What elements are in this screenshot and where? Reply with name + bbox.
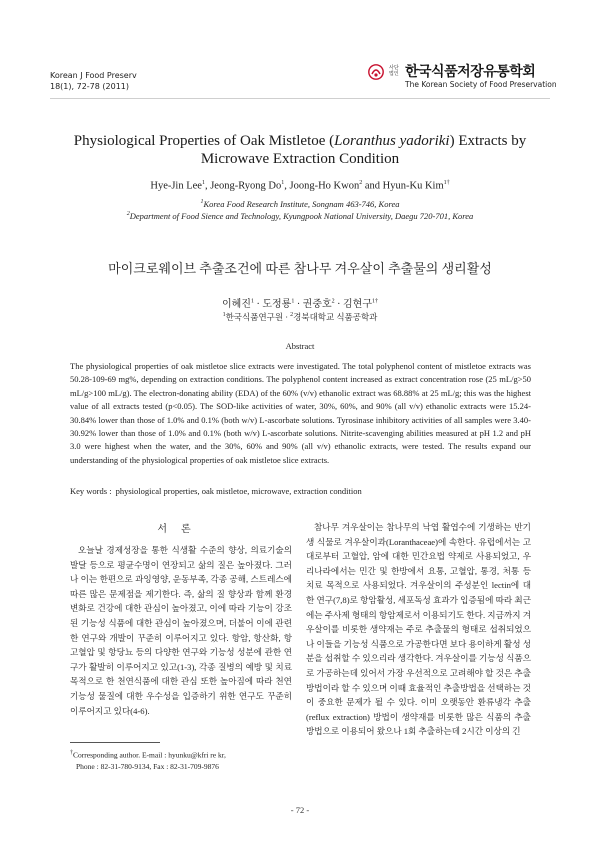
author-name-korean: 이혜진 [222,299,251,310]
abstract-body: The physiological properties of oak mistletoe slice extracts were investigated. The total polyphenol content of mistletoe extracts was 50.28-109-69 mg%, depending on extraction conditions. The polyphenol content increased as extract concentration rose (25 mL/g>50 mL/g>100 mL/g). The electron-donating ability (EDA) of the 60% (v/v) ethanolic extract was 68.88% at 25 mL/g; this was the highest value of all extracts tested (p<0.05). The SOD-like activities of water, 30%, 60%, and 90% (all v/v) ethanolic extracts were 15.24-30.84% lower than those of 1.0% and 0.1% (both w/v) L-ascorbate solutions. Tyrosinase inhibitory activities of all samples were 3.40-30.92% lower than those of 1.0% and 0.1% (both w/v) L-ascorbate solutions. Nitrite-scavenging abilities measured at pH 1.2 and pH 3.0 were highest when the water, and the 30%, 60% and 90% (all v/v) ethanolic extracts, were tested. The results expand our understanding of the physiological properties of oak mistletoe slice extracts. [70,361,531,465]
title-part-2: ) Extracts by [449,133,527,149]
author-name: Joong-Ho Kwon [289,180,360,192]
society-name-korean: 한국식품저장유통학회 [405,64,536,80]
affiliation-korean-2: 경북대학교 식품공학과 [293,312,378,322]
corresponding-author-footnote [70,748,310,773]
intro-paragraph-right: 참나무 겨우살이는 참나무의 낙엽 활엽수에 기생하는 반기생 식물로 겨우살이과(Loranthaceae)에 속한다. 유럽에서는 고대로부터 고혈압, 암에 대한 민간요법 약제로 사용되었고, 우리나라에서는 민간 및 한방에서 요통, 고혈압, 통경, 처통 등 치료 목적으로 사용되었다. 겨우살이의 주성분인 lectin에 대한 연구(7,8)로 항암활성, 세포독성 효과가 입증됨에 따라 최근에는 주사제 형태의 항암제로서 이용되기도 한다. 지금까지 겨우살이를 비롯한 생약재는 주로 추출물의 형태로 섭취되었으나 이들을 기능성 식품으로 가공한다면 보다 용이하게 활성 성분을 섭취할 수 있으리라 생각한다. 겨우살이를 기능성 식품으로 가공하는데 있어서 가장 우선적으로 고려해야 할 것은 추출방법이라 할 수 있으며 이때 효율적인 추출방법을 선택하는 것이 중요한 문제가 될 수 있다. 이미 오랫동안 환류냉각 추출(reflux extraction) 방법이 생약재를 비롯한 많은 식품의 추출방법으로 이용되어 왔으나 1회 추출하는데 2시간 이상의 긴 [306,522,531,737]
society-name-english: The Korean Society of Food Preservation [405,80,557,89]
title-species-name: Loranthus yadoriki [334,133,450,149]
affiliation-mark: 1 [200,199,204,206]
society-logo-icon [368,64,384,80]
affiliation-mark: 2 [290,312,294,319]
paper-title-korean: 마이크로웨이브 추출조건에 따른 참나무 겨우살이 추출물의 생리활성 [108,261,492,276]
right-column [306,520,531,739]
author-name: Hye-Jin Lee [150,180,202,192]
footnote-divider [70,742,160,743]
affiliation-1 [40,199,560,209]
author-affiliation-mark: 2 [331,298,335,305]
author-name: Jeong-Ryong Do [210,180,282,192]
affiliation-text: Korea Food Research Institute, Songnam 463-746, Korea [203,199,400,209]
society-small-label: 사단법인 [389,65,399,77]
author-list: Hye-Jin Lee$^1$, Jeong-Ryong Do$^1$, Joong-Ho Kwon$^2$ and Hyun-Ku Kim$^{1\dagger}$ [150,180,450,192]
affiliation-mark: 1 [222,312,226,319]
footnote-email-line: Corresponding author. E-mail : hyunku@kfri re kr, [73,750,226,760]
author-name-korean: 도정룡 [262,299,292,310]
intro-paragraph-left: 오늘날 경제성장을 통한 식생활 수준의 향상, 의료기술의 발달 등으로 평균수명이 연장되고 삶의 질은 높아졌다. 그러나 이는 한편으로 과잉영양, 운동부족, 각종 공해, 스트레스에 따른 많은 문제점을 제기한다. 즉, 삶의 질 향상과 함께 환경 변화로 건강에 대한 관심이 높아졌고, 이에 따라 기능이 강조된 기능성 식품에 대한 관심이 높아졌으며, 더불어 이에 관련한 연구와 개발이 꾸준히 이루어지고 있다. 항암, 항산화, 항고혈압 및 항당뇨 등의 다양한 연구와 기능성 성분에 관한 연구가 활발히 이루어지고 있고(1-3), 각종 질병의 예방 및 치료목적으로 한 천연식품에 대한 관심 또한 높아짐에 따라 천연 기능성 물질에 대한 우수성을 입증하기 위한 연구도 꾸준히 이루어지고 있다(4-6). [70,545,292,716]
journal-name: Korean J Food Preserv [50,71,137,80]
title-part-1: Physiological Properties of Oak Mistletoe ( [73,133,335,149]
journal-volume: 18(1), 72-78 (2011) [50,82,129,91]
author-affiliation-mark: 1† [443,180,450,186]
footnote-mark: † [70,750,73,756]
abstract-heading: Abstract [285,341,315,351]
author-affiliation-mark: 1 [291,298,295,305]
keywords [70,486,531,496]
author-affiliation-mark: 1† [371,298,378,305]
author-list-korean: 이혜진$^1$ · 도정룡$^1$ · 권중호$^2$ · 김현구$^{1\dagger}$ [222,298,378,310]
left-column [70,520,292,718]
author-name-korean: 김현구 [343,299,372,310]
affiliation-korean-1: 한국식품연구원 · [225,312,291,322]
title-line-2: Microwave Extraction Condition [200,151,400,167]
author-affiliation-mark: 1 [201,180,205,186]
keywords-list: physiological properties, oak mistletoe, microwave, extraction condition [115,486,362,496]
author-affiliation-mark: 1 [281,180,285,186]
author-affiliation-mark: 2 [359,180,363,186]
keywords-label: Key words : [70,486,112,496]
section-heading-introduction: 서론 [157,524,205,535]
author-affiliation-mark: 1 [251,298,254,305]
affiliation-2 [40,211,560,221]
affiliation-text: Department of Food Sience and Technology, Kyungpook National University, Daegu 720-701, Korea [129,211,474,221]
author-name: Hyun-Ku Kim [382,180,444,192]
header-divider [50,98,550,99]
journal-info [50,70,137,92]
affiliation-mark: 2 [126,211,130,218]
paper-title [40,132,560,168]
author-name-korean: 권중호 [302,299,332,310]
page-number: - 72 - [290,805,310,815]
affiliation-korean [40,311,560,323]
footnote-phone-line: Phone : 82-31-780-9134, Fax : 82-31-709-9876 [76,762,219,771]
